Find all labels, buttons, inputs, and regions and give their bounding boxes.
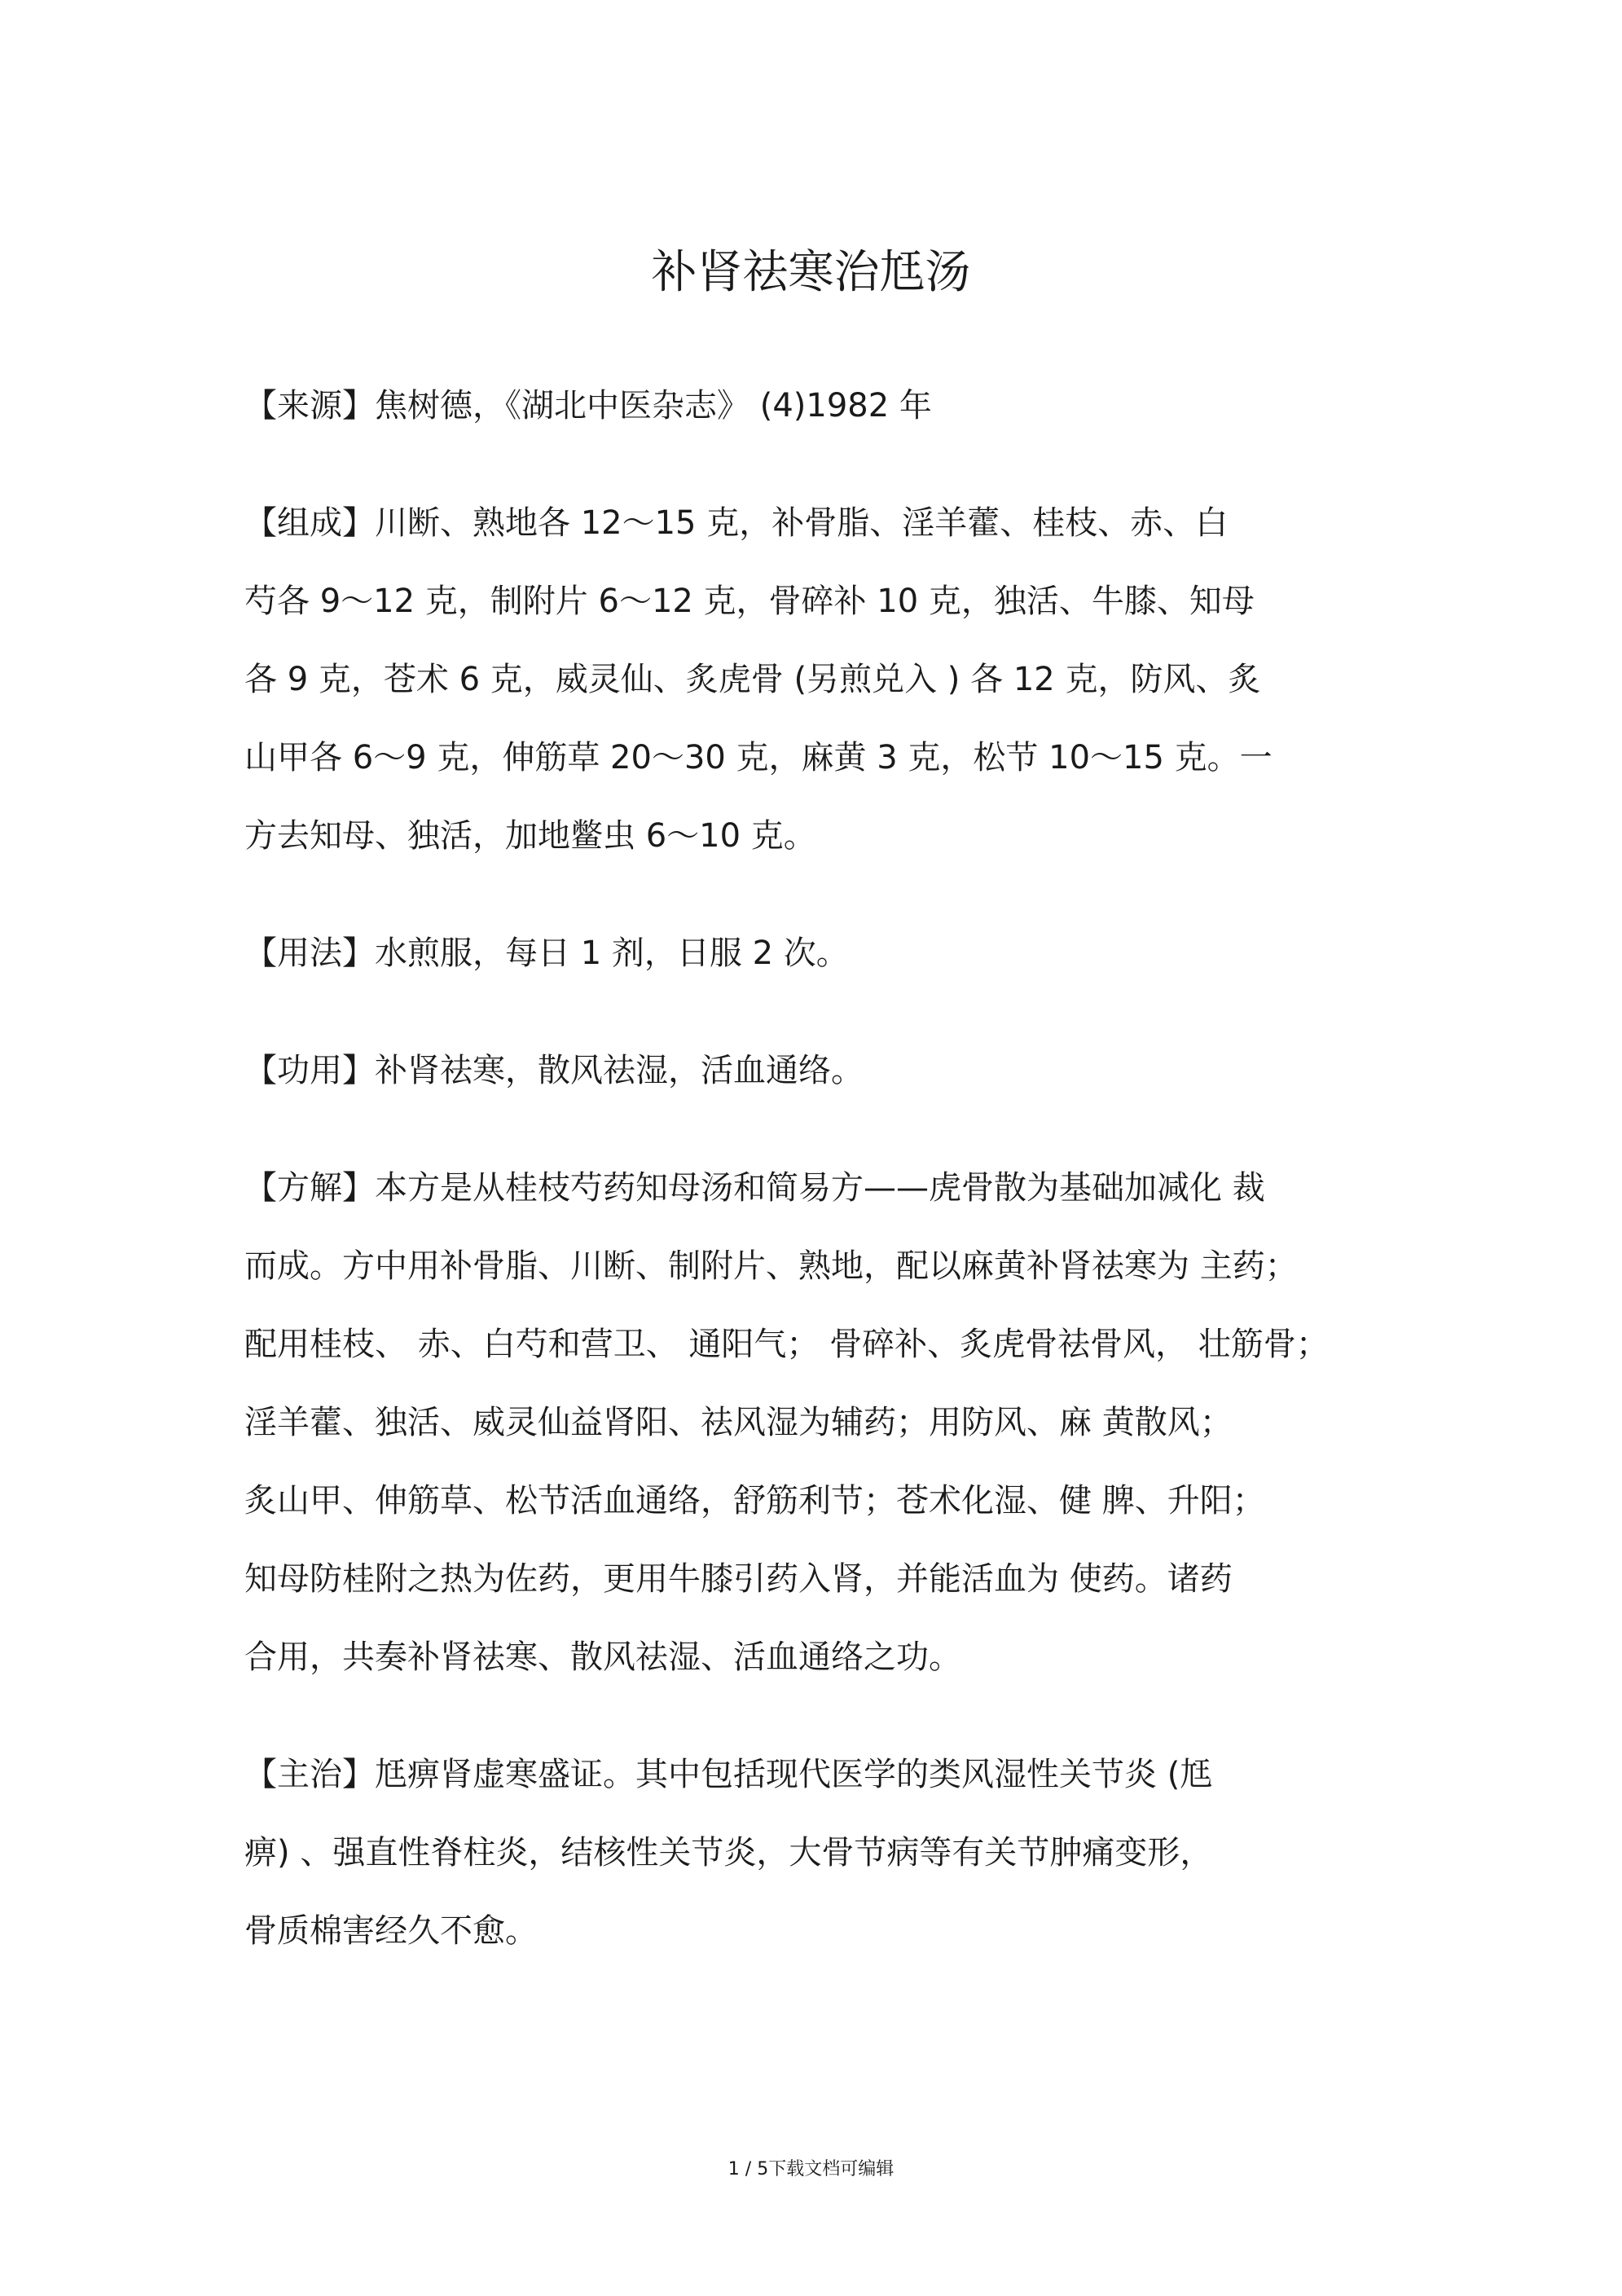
section-explanation — [244, 1149, 1401, 1696]
page-footer: 1 / 5下载文档可编辑 — [727, 2159, 895, 2179]
text-line: 【方解】本方是从桂枝芍药知母汤和简易方——虎骨散为基础加减化 裁 — [244, 1169, 1265, 1207]
section-source — [244, 367, 1401, 445]
text-line: 山甲各 6～9 克，伸筋草 20～30 克，麻黄 3 克，松节 10～15 克。一 — [244, 739, 1273, 776]
document-title: 补肾祛寒治尪汤 — [651, 246, 971, 299]
text-line: 知母防桂附之热为佐药，更用牛膝引药入肾，并能活血为 使药。诸药 — [244, 1560, 1233, 1598]
text-line: 炙山甲、伸筋草、松节活血通络，舒筋利节；苍术化湿、健 脾、升阳； — [244, 1482, 1265, 1520]
text-line: 骨质棉害经久不愈。 — [244, 1912, 538, 1950]
section-composition — [244, 484, 1401, 875]
text-line: 方去知母、独活，加地鳖虫 6～10 克。 — [244, 817, 816, 855]
text-line: 芍各 9～12 克，制附片 6～12 克，骨碎补 10 克，独活、牛膝、知母 — [244, 583, 1255, 620]
text-line: 淫羊藿、独活、威灵仙益肾阳、祛风湿为辅药；用防风、麻 黄散风； — [244, 1404, 1233, 1441]
section-indications — [244, 1735, 1401, 1970]
text-line: 痹) 、强直性脊柱炎，结核性关节炎，大骨节病等有关节肿痛变形， — [244, 1834, 1213, 1872]
text-line: 配用桂枝、 赤、白芍和营卫、 通阳气； 骨碎补、炙虎骨祛骨风， 壮筋骨； — [244, 1326, 1329, 1363]
text-line: 【用法】水煎服，每日 1 剂，日服 2 次。 — [244, 935, 849, 972]
text-line: 各 9 克，苍术 6 克，威灵仙、炙虎骨 (另煎兑入 ) 各 12 克，防风、炙 — [244, 661, 1261, 698]
text-line: 【功用】补肾祛寒，散风祛湿，活血通络。 — [244, 1052, 864, 1089]
text-line: 合用，共奏补肾祛寒、散风祛湿、活血通络之功。 — [244, 1638, 961, 1676]
section-function — [244, 1031, 1401, 1110]
document-body — [244, 367, 1401, 2009]
text-line: 【组成】川断、熟地各 12～15 克，补骨脂、淫羊藿、桂枝、赤、白 — [244, 504, 1229, 542]
text-line: 【来源】焦树德，《湖北中医杂志》 (4)1982 年 — [244, 387, 932, 424]
text-line: 【主治】尪痹肾虚寒盛证。其中包括现代医学的类风湿性关节炎 (尪 — [244, 1756, 1213, 1793]
section-usage — [244, 914, 1401, 992]
text-line: 而成。方中用补骨脂、川断、制附片、熟地，配以麻黄补肾祛寒为 主药； — [244, 1247, 1298, 1285]
